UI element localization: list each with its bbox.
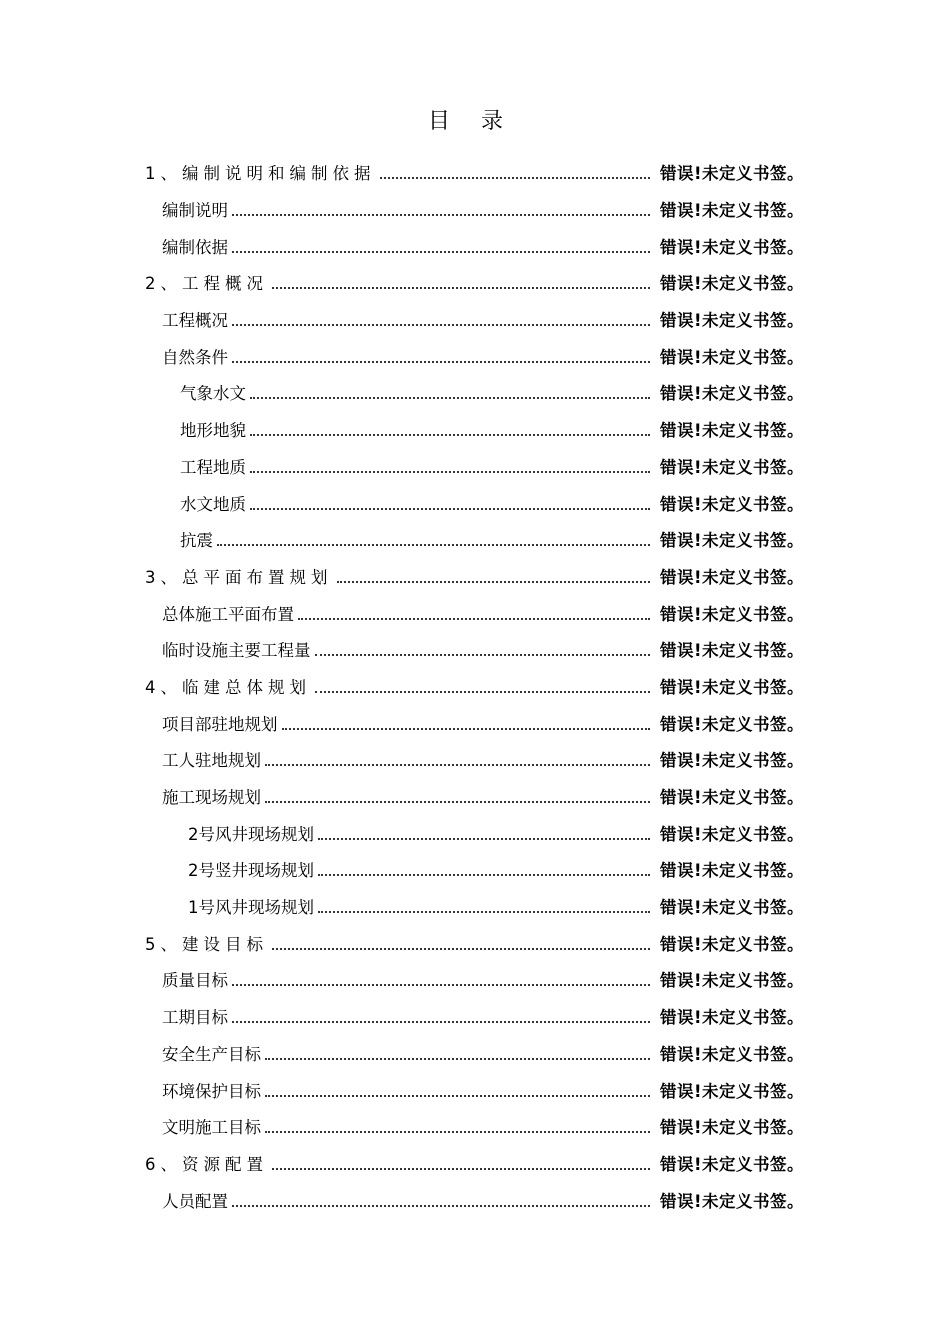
toc-entry-title: 工程地质 bbox=[180, 457, 246, 477]
toc-entry-lead bbox=[0, 857, 650, 881]
toc-entry-page-ref: 错误!未定义书签。 bbox=[660, 934, 805, 954]
toc-entry-page-ref: 错误!未定义书签。 bbox=[660, 641, 805, 661]
toc-entry-lead bbox=[0, 1188, 650, 1212]
toc-entry[interactable] bbox=[0, 337, 950, 374]
toc-entry-page-ref: 错误!未定义书签。 bbox=[660, 494, 805, 514]
toc-entry-lead bbox=[0, 674, 650, 698]
toc-entry-page-ref: 错误!未定义书签。 bbox=[660, 1154, 805, 1174]
toc-list bbox=[0, 154, 950, 1218]
toc-entry-lead bbox=[0, 931, 650, 955]
toc-entry-page-ref: 错误!未定义书签。 bbox=[660, 971, 805, 991]
toc-entry-page-ref: 错误!未定义书签。 bbox=[660, 531, 805, 551]
toc-entry-title: 4、临建总体规划 bbox=[145, 677, 311, 697]
dot-leader bbox=[232, 308, 650, 326]
toc-entry-title: 抗震 bbox=[180, 531, 213, 551]
dot-leader bbox=[318, 895, 650, 913]
toc-entry-lead bbox=[0, 491, 650, 515]
toc-entry-page-ref: 错误!未定义书签。 bbox=[660, 1081, 805, 1101]
toc-entry[interactable] bbox=[0, 851, 950, 888]
dot-leader bbox=[380, 161, 651, 179]
toc-entry-lead bbox=[0, 527, 650, 551]
toc-entry-page-ref: 错误!未定义书签。 bbox=[660, 347, 805, 367]
toc-entry-lead bbox=[0, 270, 650, 294]
dot-leader bbox=[250, 381, 650, 399]
toc-entry-page-ref: 错误!未定义书签。 bbox=[660, 898, 805, 918]
toc-title: 目 录 bbox=[428, 109, 515, 134]
toc-entry[interactable] bbox=[0, 374, 950, 411]
toc-entry-lead bbox=[0, 967, 650, 991]
toc-entry[interactable] bbox=[0, 227, 950, 264]
toc-entry-title: 工期目标 bbox=[162, 1008, 228, 1028]
dot-leader bbox=[265, 1115, 650, 1133]
toc-entry[interactable] bbox=[0, 961, 950, 998]
toc-entry-page-ref: 错误!未定义书签。 bbox=[660, 164, 805, 184]
toc-entry-page-ref: 错误!未定义书签。 bbox=[660, 677, 805, 697]
toc-entry[interactable] bbox=[0, 741, 950, 778]
toc-entry[interactable] bbox=[0, 814, 950, 851]
toc-entry-title: 2号竖井现场规划 bbox=[188, 861, 314, 881]
dot-leader bbox=[265, 1079, 650, 1097]
toc-entry[interactable] bbox=[0, 631, 950, 668]
dot-leader bbox=[250, 492, 650, 510]
toc-entry[interactable] bbox=[0, 704, 950, 741]
toc-entry[interactable] bbox=[0, 558, 950, 595]
toc-entry-page-ref: 错误!未定义书签。 bbox=[660, 1191, 805, 1211]
toc-entry-lead bbox=[0, 1114, 650, 1138]
toc-entry-lead bbox=[0, 747, 650, 771]
toc-entry[interactable] bbox=[0, 778, 950, 815]
toc-entry-page-ref: 错误!未定义书签。 bbox=[660, 788, 805, 808]
toc-entry-lead bbox=[0, 454, 650, 478]
toc-entry-lead bbox=[0, 197, 650, 221]
dot-leader bbox=[337, 565, 651, 583]
toc-entry-title: 质量目标 bbox=[162, 971, 228, 991]
toc-entry-title: 水文地质 bbox=[180, 494, 246, 514]
toc-entry-title: 文明施工目标 bbox=[162, 1118, 261, 1138]
toc-entry-page-ref: 错误!未定义书签。 bbox=[660, 1118, 805, 1138]
toc-entry-lead bbox=[0, 601, 650, 625]
toc-entry[interactable] bbox=[0, 264, 950, 301]
toc-entry[interactable] bbox=[0, 1108, 950, 1145]
toc-entry-lead bbox=[0, 1041, 650, 1065]
dot-leader bbox=[318, 858, 650, 876]
toc-entry-page-ref: 错误!未定义书签。 bbox=[660, 421, 805, 441]
toc-entry[interactable] bbox=[0, 154, 950, 191]
toc-entry-page-ref: 错误!未定义书签。 bbox=[660, 384, 805, 404]
dot-leader bbox=[217, 528, 650, 546]
toc-entry-title: 1号风井现场规划 bbox=[188, 898, 314, 918]
toc-entry-title: 工程概况 bbox=[162, 311, 228, 331]
toc-entry-lead bbox=[0, 344, 650, 368]
toc-entry[interactable] bbox=[0, 668, 950, 705]
dot-leader bbox=[282, 712, 651, 730]
toc-entry-page-ref: 错误!未定义书签。 bbox=[660, 1008, 805, 1028]
toc-entry-title: 1、编制说明和编制依据 bbox=[145, 164, 376, 184]
toc-entry-lead bbox=[0, 821, 650, 845]
toc-entry[interactable] bbox=[0, 1035, 950, 1072]
toc-entry-lead bbox=[0, 160, 650, 184]
toc-entry[interactable] bbox=[0, 301, 950, 338]
dot-leader bbox=[265, 785, 650, 803]
toc-entry-title: 编制依据 bbox=[162, 237, 228, 257]
toc-entry[interactable] bbox=[0, 448, 950, 485]
toc-entry-title: 人员配置 bbox=[162, 1191, 228, 1211]
toc-entry[interactable] bbox=[0, 998, 950, 1035]
toc-entry-page-ref: 错误!未定义书签。 bbox=[660, 1044, 805, 1064]
toc-entry-title: 总体施工平面布置 bbox=[162, 604, 294, 624]
dot-leader bbox=[265, 748, 650, 766]
toc-entry-lead bbox=[0, 234, 650, 258]
dot-leader bbox=[298, 602, 650, 620]
toc-entry-title: 自然条件 bbox=[162, 347, 228, 367]
toc-entry-lead bbox=[0, 1078, 650, 1102]
toc-entry[interactable] bbox=[0, 1145, 950, 1182]
toc-entry-title: 2、工程概况 bbox=[145, 274, 268, 294]
toc-entry-page-ref: 错误!未定义书签。 bbox=[660, 567, 805, 587]
toc-entry-lead bbox=[0, 1151, 650, 1175]
toc-entry-page-ref: 错误!未定义书签。 bbox=[660, 201, 805, 221]
toc-entry[interactable] bbox=[0, 888, 950, 925]
dot-leader bbox=[232, 235, 650, 253]
toc-entry-title: 施工现场规划 bbox=[162, 788, 261, 808]
dot-leader bbox=[315, 675, 650, 693]
toc-entry-page-ref: 错误!未定义书签。 bbox=[660, 311, 805, 331]
toc-entry-title: 3、总平面布置规划 bbox=[145, 567, 333, 587]
dot-leader bbox=[318, 822, 650, 840]
toc-entry-title: 工人驻地规划 bbox=[162, 751, 261, 771]
toc-entry-lead bbox=[0, 417, 650, 441]
toc-entry-page-ref: 错误!未定义书签。 bbox=[660, 751, 805, 771]
dot-leader bbox=[272, 1152, 650, 1170]
dot-leader bbox=[232, 1005, 650, 1023]
toc-entry-lead bbox=[0, 307, 650, 331]
toc-entry[interactable] bbox=[0, 594, 950, 631]
toc-entry-lead bbox=[0, 637, 650, 661]
toc-entry[interactable] bbox=[0, 1071, 950, 1108]
toc-entry-title: 环境保护目标 bbox=[162, 1081, 261, 1101]
dot-leader bbox=[232, 198, 650, 216]
toc-entry-title: 5、建设目标 bbox=[145, 934, 268, 954]
toc-entry-title: 安全生产目标 bbox=[162, 1044, 261, 1064]
toc-entry-page-ref: 错误!未定义书签。 bbox=[660, 274, 805, 294]
toc-entry-lead bbox=[0, 380, 650, 404]
toc-entry-page-ref: 错误!未定义书签。 bbox=[660, 457, 805, 477]
toc-entry[interactable] bbox=[0, 484, 950, 521]
toc-entry-title: 2号风井现场规划 bbox=[188, 824, 314, 844]
dot-leader bbox=[315, 638, 651, 656]
dot-leader bbox=[232, 345, 650, 363]
toc-entry-page-ref: 错误!未定义书签。 bbox=[660, 237, 805, 257]
dot-leader bbox=[272, 932, 650, 950]
toc-entry-lead bbox=[0, 894, 650, 918]
toc-entry-lead bbox=[0, 711, 650, 735]
toc-entry[interactable] bbox=[0, 411, 950, 448]
dot-leader bbox=[250, 455, 650, 473]
dot-leader bbox=[265, 1042, 650, 1060]
toc-entry[interactable] bbox=[0, 191, 950, 228]
dot-leader bbox=[232, 968, 650, 986]
toc-entry[interactable] bbox=[0, 521, 950, 558]
toc-entry-title: 气象水文 bbox=[180, 384, 246, 404]
toc-entry-page-ref: 错误!未定义书签。 bbox=[660, 714, 805, 734]
toc-entry[interactable] bbox=[0, 924, 950, 961]
dot-leader bbox=[272, 271, 650, 289]
toc-entry-page-ref: 错误!未定义书签。 bbox=[660, 824, 805, 844]
toc-entry-lead bbox=[0, 784, 650, 808]
toc-entry-title: 临时设施主要工程量 bbox=[162, 641, 311, 661]
dot-leader bbox=[232, 1189, 650, 1207]
toc-entry[interactable] bbox=[0, 1181, 950, 1218]
toc-entry-title: 项目部驻地规划 bbox=[162, 714, 278, 734]
dot-leader bbox=[250, 418, 650, 436]
toc-entry-title: 6、资源配置 bbox=[145, 1154, 268, 1174]
toc-entry-lead bbox=[0, 564, 650, 588]
toc-entry-title: 编制说明 bbox=[162, 201, 228, 221]
toc-entry-page-ref: 错误!未定义书签。 bbox=[660, 861, 805, 881]
toc-entry-page-ref: 错误!未定义书签。 bbox=[660, 604, 805, 624]
toc-entry-title: 地形地貌 bbox=[180, 421, 246, 441]
toc-entry-lead bbox=[0, 1004, 650, 1028]
